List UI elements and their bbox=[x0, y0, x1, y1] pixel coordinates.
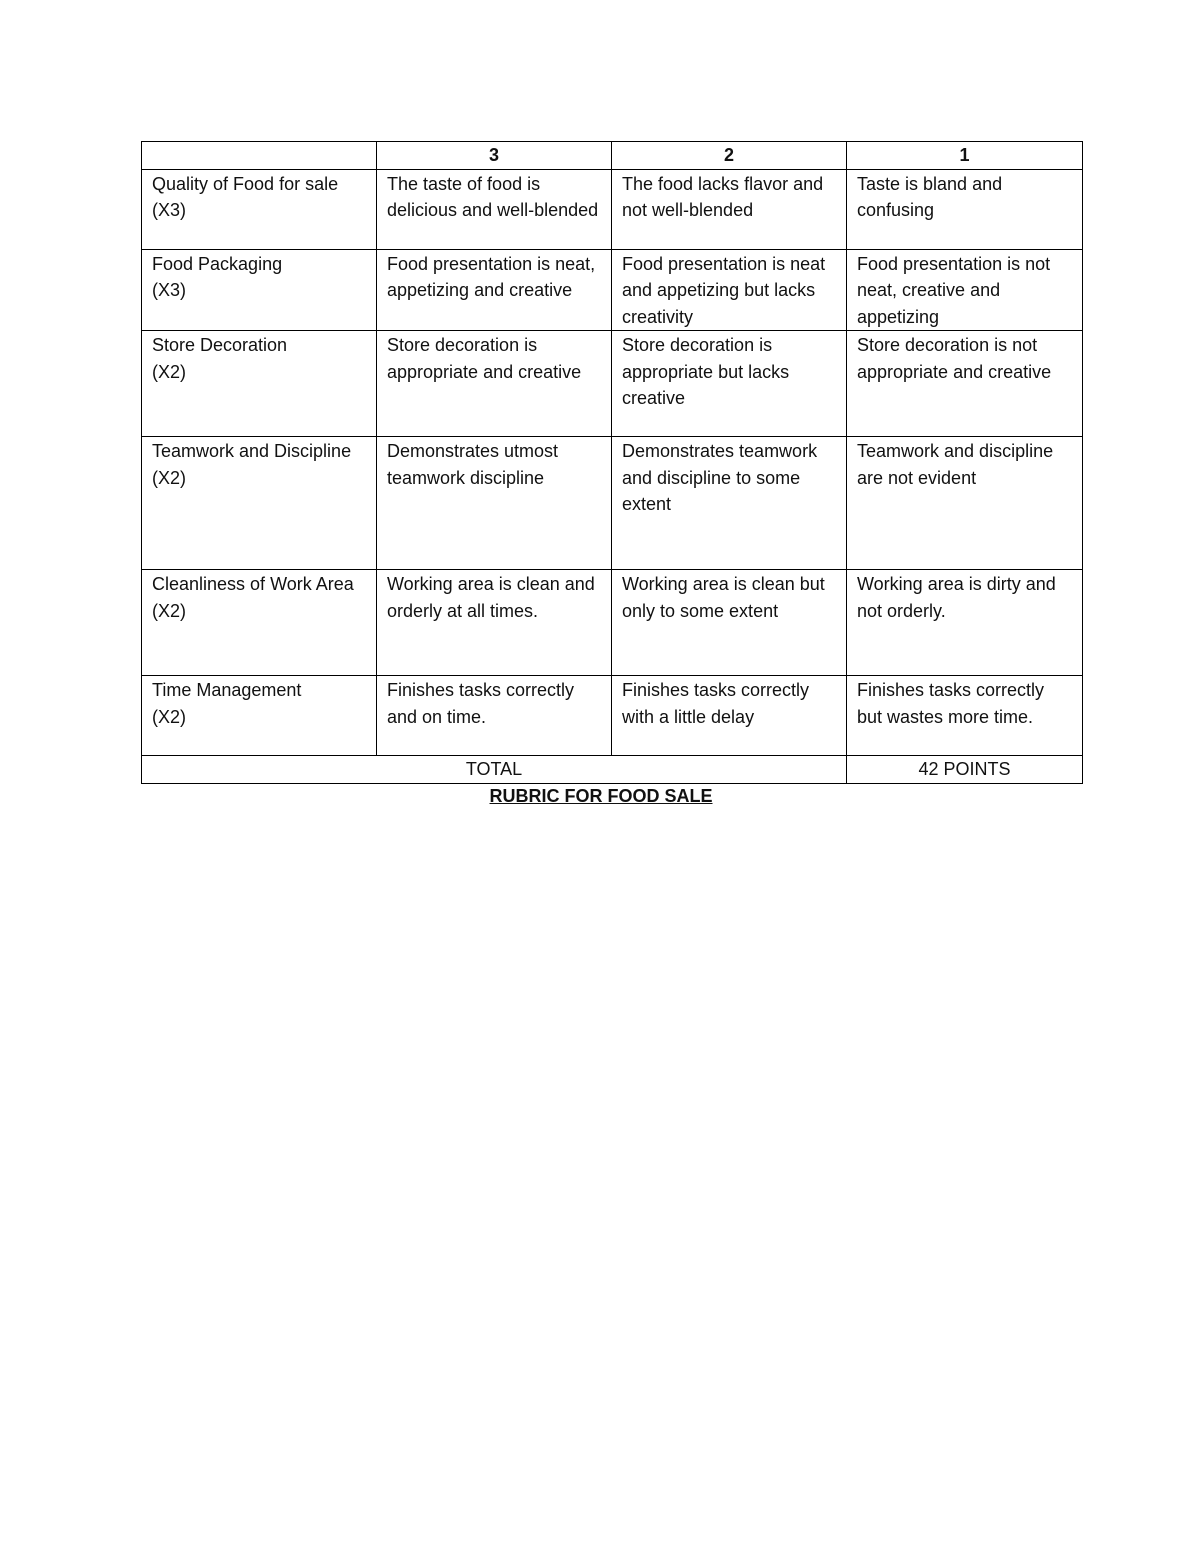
table-row bbox=[142, 249, 1083, 331]
descriptor-cell: Store decoration is not appropriate and creative bbox=[847, 331, 1083, 437]
header-cell-score-3: 3 bbox=[377, 142, 612, 170]
criterion-cell: Food Packaging (X3) bbox=[142, 249, 377, 331]
descriptor-cell: Store decoration is appropriate and creative bbox=[377, 331, 612, 437]
descriptor-cell: Demonstrates teamwork and discipline to some extent bbox=[612, 437, 847, 570]
total-value: 42 POINTS bbox=[847, 756, 1083, 784]
header-cell-score-1: 1 bbox=[847, 142, 1083, 170]
header-cell-criteria bbox=[142, 142, 377, 170]
criterion-cell: Store Decoration (X2) bbox=[142, 331, 377, 437]
criterion-cell: Cleanliness of Work Area (X2) bbox=[142, 570, 377, 676]
table-row bbox=[142, 169, 1083, 249]
descriptor-cell: Food presentation is neat and appetizing but lacks creativity bbox=[612, 249, 847, 331]
header-cell-score-2: 2 bbox=[612, 142, 847, 170]
total-row bbox=[142, 756, 1083, 784]
rubric-table bbox=[141, 141, 1083, 784]
descriptor-cell: Food presentation is not neat, creative and appetizing bbox=[847, 249, 1083, 331]
descriptor-cell: Working area is dirty and not orderly. bbox=[847, 570, 1083, 676]
descriptor-cell: Demonstrates utmost teamwork discipline bbox=[377, 437, 612, 570]
header-row bbox=[142, 142, 1083, 170]
table-row bbox=[142, 570, 1083, 676]
descriptor-cell: The taste of food is delicious and well-blended bbox=[377, 169, 612, 249]
criterion-cell: Teamwork and Discipline (X2) bbox=[142, 437, 377, 570]
criterion-cell: Time Management (X2) bbox=[142, 676, 377, 756]
descriptor-cell: Finishes tasks correctly but wastes more time. bbox=[847, 676, 1083, 756]
descriptor-cell: Working area is clean and orderly at all times. bbox=[377, 570, 612, 676]
table-row bbox=[142, 437, 1083, 570]
table-row bbox=[142, 331, 1083, 437]
descriptor-cell: Food presentation is neat, appetizing and creative bbox=[377, 249, 612, 331]
descriptor-cell: Finishes tasks correctly with a little delay bbox=[612, 676, 847, 756]
table-row bbox=[142, 676, 1083, 756]
descriptor-cell: Finishes tasks correctly and on time. bbox=[377, 676, 612, 756]
descriptor-cell: Teamwork and discipline are not evident bbox=[847, 437, 1083, 570]
document-caption: RUBRIC FOR FOOD SALE bbox=[489, 786, 713, 806]
criterion-cell: Quality of Food for sale (X3) bbox=[142, 169, 377, 249]
descriptor-cell: Store decoration is appropriate but lacks creative bbox=[612, 331, 847, 437]
descriptor-cell: Working area is clean but only to some extent bbox=[612, 570, 847, 676]
descriptor-cell: Taste is bland and confusing bbox=[847, 169, 1083, 249]
total-label: TOTAL bbox=[142, 756, 847, 784]
descriptor-cell: The food lacks flavor and not well-blended bbox=[612, 169, 847, 249]
